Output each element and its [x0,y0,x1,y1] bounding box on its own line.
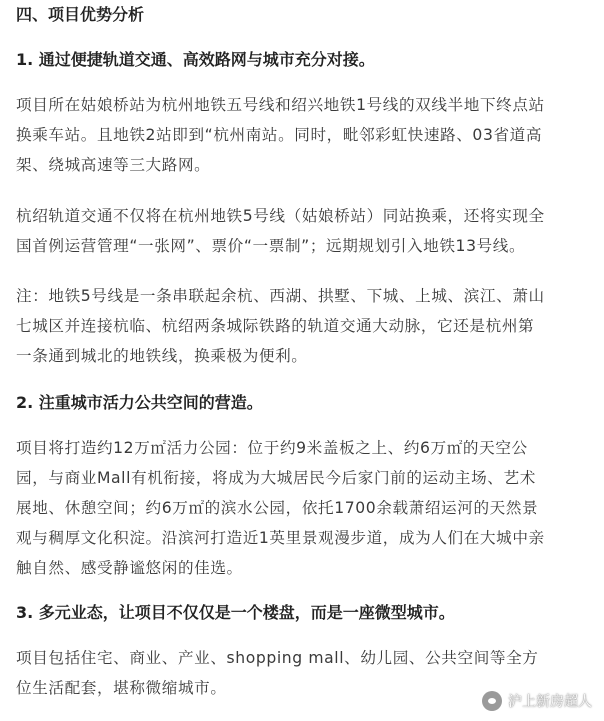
paragraph-line: 项目包括住宅、商业、产业、shopping mall、幼儿园、公共空间等全方 [16,649,539,667]
heading-public-space: 2. 注重城市活力公共空间的营造。 [16,393,263,412]
paragraph-line: 触自然、感受静谧悠闲的佳选。 [16,559,243,577]
paragraph-line: 观与稠厚文化积淀。沿滨河打造近1英里景观漫步道，成为人们在大城中亲 [16,529,545,547]
paragraph-line: 位生活配套，堪称微缩城市。 [16,679,227,697]
paragraph-line: 换乘车站。且地铁2站即到“杭州南站。同时，毗邻彩虹快速路、03省道高 [16,126,543,144]
heading-transport: 1. 通过便捷轨道交通、高效路网与城市充分对接。 [16,50,375,69]
paragraph-line: 园，与商业Mall有机衔接，将成为大城居民今后家门前的运动主场、艺术 [16,469,536,487]
paragraph-line: 展地、休憩空间；约6万㎡的滨水公园，依托1700余载萧绍运河的天然景 [16,499,539,517]
watermark-text: 沪上新房超人 [508,694,592,710]
heading-mixed-use: 3. 多元业态，让项目不仅仅是一个楼盘，而是一座微型城市。 [16,603,455,622]
paragraph-line: 架、绕城高速等三大路网。 [16,156,211,174]
paragraph-station [16,90,545,180]
paragraph-park [16,433,545,583]
paragraph-line: 项目所在姑娘桥站为杭州地铁五号线和绍兴地铁1号线的双线半地下终点站 [16,96,545,114]
paragraph-line: 项目将打造约12万㎡活力公园：位于约9米盖板之上、约6万㎡的天空公 [16,439,528,457]
paragraph-line: 一条通到城北的地铁线，换乘极为便利。 [16,347,308,365]
paragraph-facilities [16,643,538,703]
wechat-icon [482,691,502,711]
paragraph-note [16,281,545,371]
paragraph-line: 杭绍轨道交通不仅将在杭州地铁5号线（姑娘桥站）同站换乘，还将实现全 [16,207,545,225]
watermark [482,691,592,711]
paragraph-line: 国首例运营管理“一张网”、票价“一票制”；远期规划引入地铁13号线。 [16,237,526,255]
paragraph-line: 七城区并连接杭临、杭绍两条城际铁路的轨道交通大动脉，它还是杭州第 [16,317,535,335]
section-title: 四、项目优势分析 [16,5,145,24]
paragraph-rail [16,201,545,261]
paragraph-line: 注：地铁5号线是一条串联起余杭、西湖、拱墅、下城、上城、滨江、萧山 [16,287,545,305]
